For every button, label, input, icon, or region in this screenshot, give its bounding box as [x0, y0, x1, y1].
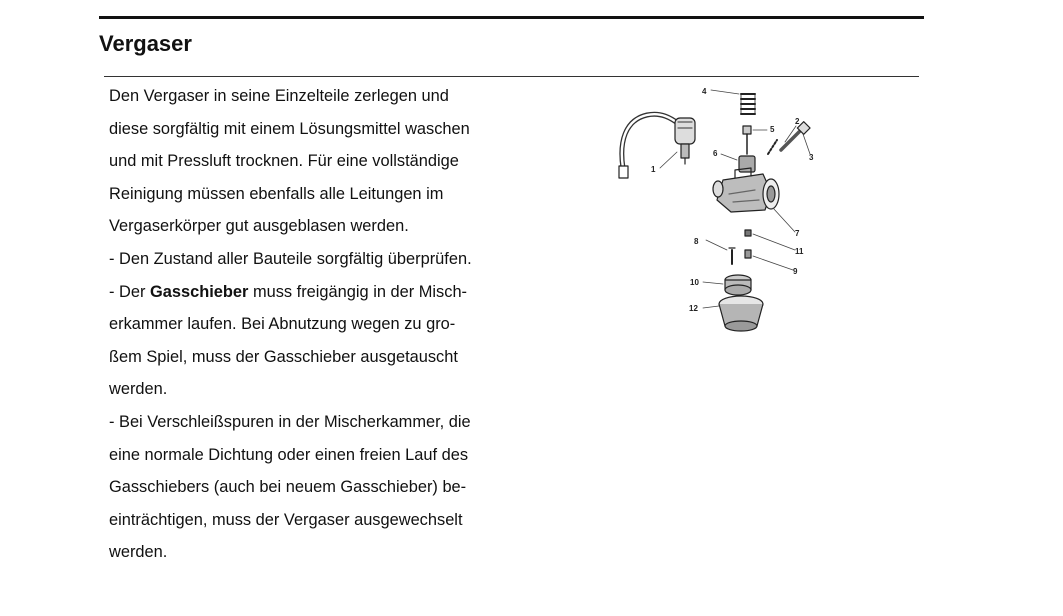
part-spring [741, 94, 755, 114]
text-line: werden. [109, 543, 168, 562]
text-line: - Bei Verschleißspuren in der Mischerkammer, die [109, 412, 471, 431]
callout-label: 1 [651, 165, 656, 174]
text-line: diese sorgfältig mit einem Lösungsmittel waschen [109, 119, 470, 138]
text-line: Gasschiebers (auch bei neuem Gasschieber) be- [109, 478, 467, 497]
text-line: und mit Pressluft trocknen. Für eine vollständige [109, 152, 459, 171]
text-line: einträchtigen, muss der Vergaser ausgewechselt [109, 510, 463, 529]
callout-label: 10 [690, 278, 699, 287]
text-line [109, 276, 529, 309]
callout-label: 11 [795, 247, 804, 256]
part-choke-actuator [619, 114, 695, 178]
part-float [725, 275, 751, 295]
callout-label: 9 [793, 267, 798, 276]
text-span: - Der [109, 282, 150, 301]
callout-label: 3 [809, 153, 814, 162]
text-line: Reinigung müssen ebenfalls alle Leitungen im [109, 184, 444, 203]
text-line: Den Vergaser in seine Einzelteile zerlegen und [109, 87, 449, 105]
part-needle [743, 126, 751, 154]
text-span: muss freigängig in der Misch- [248, 282, 468, 301]
part-float-bowl [719, 296, 763, 331]
callout-label: 8 [694, 237, 699, 246]
text-line: Vergaserkörper gut ausgeblasen werden. [109, 217, 409, 236]
callout-label: 12 [689, 304, 698, 313]
emphasis-gasschieber: Gasschieber [149, 282, 249, 301]
callout-label: 2 [795, 117, 800, 126]
callout-label: 6 [713, 149, 718, 158]
section-title: Vergaser [99, 31, 192, 56]
body-text [109, 80, 529, 569]
callout-label: 7 [795, 229, 800, 238]
text-line: erkammer laufen. Bei Abnutzung wegen zu gro- [109, 315, 456, 334]
part-carb-body [713, 168, 779, 212]
text-line: ßem Spiel, muss der Gasschieber ausgetauscht [109, 347, 458, 366]
callout-label: 5 [770, 125, 775, 134]
callout-label: 4 [702, 87, 707, 96]
text-line: werden. [109, 380, 168, 399]
text-line: eine normale Dichtung oder einen freien Lauf des [109, 445, 469, 464]
carburetor-exploded-diagram [605, 82, 820, 342]
section-divider [104, 76, 919, 77]
part-small-hardware [729, 230, 751, 264]
top-rule [99, 16, 924, 19]
text-line: - Den Zustand aller Bauteile sorgfältig überprüfen. [109, 249, 472, 268]
